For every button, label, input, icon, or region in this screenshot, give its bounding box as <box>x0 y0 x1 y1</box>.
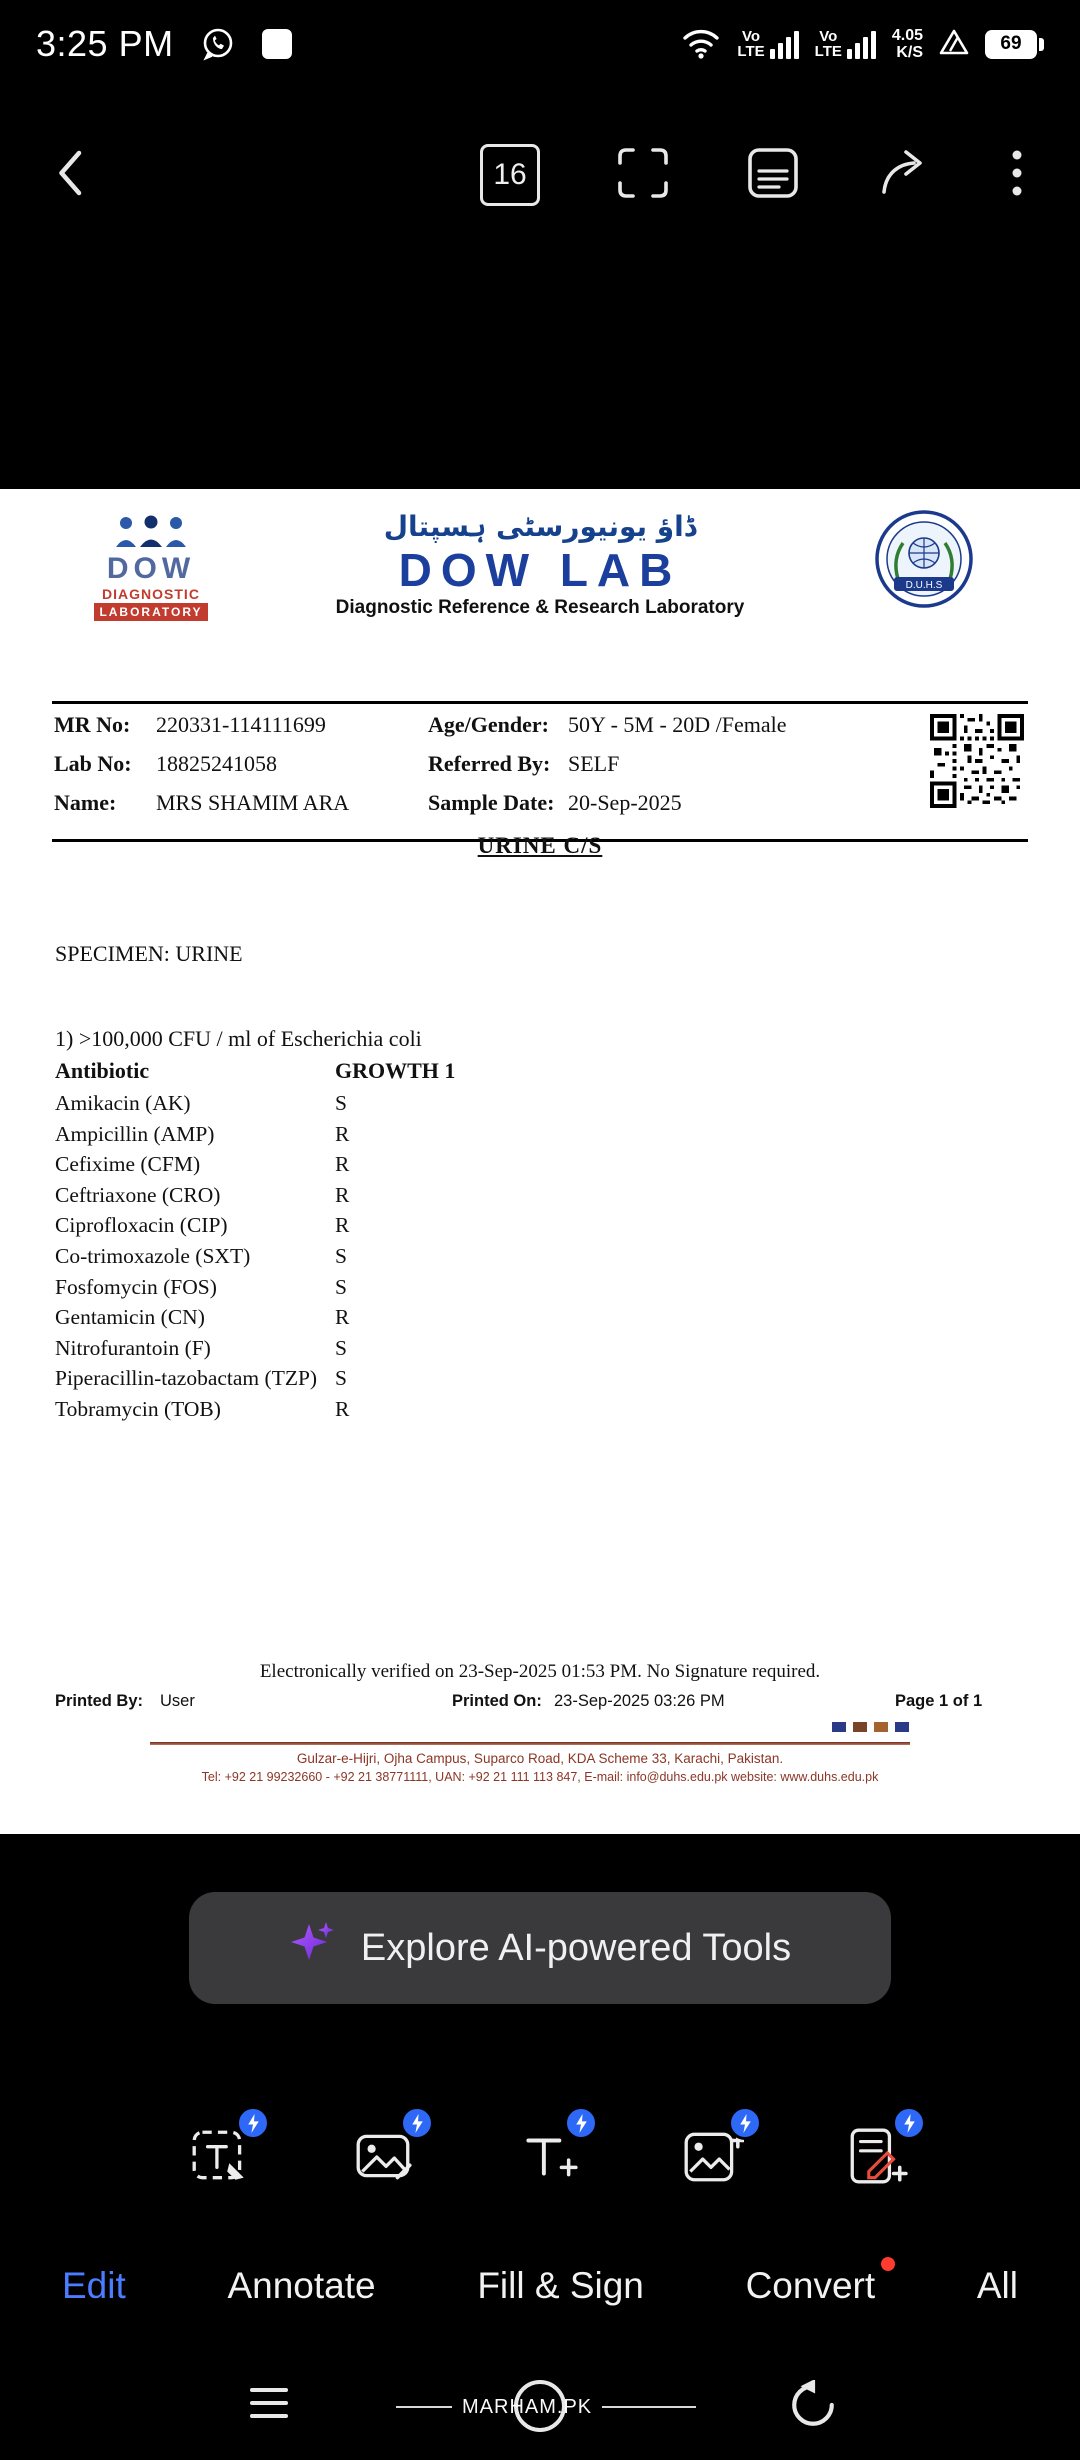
ai-sparkle-icon <box>289 1920 335 1976</box>
tab-edit[interactable]: Edit <box>62 2265 126 2306</box>
mr-no-value: 220331-114111699 <box>156 712 326 737</box>
antibiotic-row <box>55 1305 349 1336</box>
page-info: Page 1 of 1 <box>895 1692 983 1710</box>
battery-level-text: 69 <box>1000 33 1022 54</box>
toolbar-actions <box>480 144 1026 206</box>
antibiotic-name: Tobramycin (TOB) <box>55 1396 221 1421</box>
ai-badge-icon <box>236 2106 270 2140</box>
sensitivity-table-header <box>55 1058 455 1084</box>
watermark-line <box>396 2406 452 2408</box>
verification-note: Electronically verified on 23-Sep-2025 01:53 PM. No Signature required. <box>259 1661 821 1682</box>
footer-address: Gulzar-e-Hijri, Ojha Campus, Suparco Road, KDA Scheme 33, Karachi, Pakistan. <box>296 1751 784 1766</box>
printed-info-row <box>0 1692 1080 1718</box>
patient-info-block <box>52 701 1028 842</box>
antibiotic-name: Ciprofloxacin (CIP) <box>55 1213 228 1238</box>
antibiotic-row <box>55 1091 349 1122</box>
age-gender-label: Age/Gender: <box>428 712 549 737</box>
logo-laboratory-text: LABORATORY <box>94 603 207 621</box>
system-back-button[interactable] <box>788 2380 838 2435</box>
printed-on-value: 23-Sep-2025 03:26 PM <box>554 1692 725 1710</box>
antibiotic-column-header: Antibiotic <box>55 1058 150 1083</box>
data-saver-icon <box>939 27 969 62</box>
network-speed-indicator: 4.05 K/S <box>891 27 923 61</box>
battery-indicator <box>985 30 1044 59</box>
antibiotic-result: R <box>335 1182 350 1207</box>
printed-by-label: Printed By: <box>55 1692 144 1710</box>
antibiotic-result: R <box>335 1213 350 1238</box>
printed-on-label: Printed On: <box>452 1692 542 1710</box>
antibiotic-rows <box>55 1091 349 1428</box>
antibiotic-name: Piperacillin-tazobactam (TZP) <box>55 1366 318 1391</box>
lab-no-label: Lab No: <box>54 751 132 776</box>
referred-by-value: SELF <box>568 751 620 776</box>
status-bar <box>0 0 1080 88</box>
lab-name: DOW LAB <box>398 544 682 596</box>
sample-date-label: Sample Date: <box>428 790 555 815</box>
logo-diagnostic-text: DIAGNOSTIC <box>102 586 200 602</box>
fit-screen-button[interactable] <box>616 146 670 205</box>
sim2-signal-bars <box>847 29 876 59</box>
antibiotic-result: R <box>335 1396 350 1421</box>
lab-subtitle: Diagnostic Reference & Research Laboratory <box>335 597 745 618</box>
back-button[interactable] <box>54 148 84 203</box>
ai-badge-icon <box>564 2106 598 2140</box>
signature-color-marks <box>832 1722 909 1732</box>
antibiotic-name: Fosfomycin (FOS) <box>55 1274 217 1299</box>
add-image-tool-button[interactable] <box>670 2108 754 2204</box>
tab-annotate[interactable]: Annotate <box>227 2265 376 2306</box>
recents-button[interactable] <box>250 2388 288 2418</box>
antibiotic-row <box>55 1244 349 1275</box>
referred-by-label: Referred By: <box>428 751 551 776</box>
patient-row-3 <box>52 790 1028 829</box>
antibiotic-name: Ceftriaxone (CRO) <box>55 1182 221 1207</box>
whatsapp-notification-icon <box>200 26 236 62</box>
document-page <box>0 489 1080 1834</box>
patient-row-1 <box>52 712 1028 751</box>
ai-badge-icon <box>728 2106 762 2140</box>
name-label: Name: <box>54 790 117 815</box>
ocr-text-tool-button[interactable] <box>178 2108 262 2204</box>
antibiotic-result: S <box>335 1366 347 1391</box>
add-text-tool-button[interactable] <box>506 2108 590 2204</box>
culture-result-line: 1) >100,000 CFU / ml of Escherichia coli <box>55 1026 422 1051</box>
logo-people-icon <box>96 515 206 549</box>
antibiotic-name: Co-trimoxazole (SXT) <box>55 1243 251 1268</box>
tab-convert-label: Convert <box>745 2265 876 2306</box>
antibiotic-result: R <box>335 1121 350 1146</box>
sim1-signal-bars <box>770 29 799 59</box>
antibiotic-row <box>55 1183 349 1214</box>
explore-ai-tools-label: Explore AI-powered Tools <box>360 1926 792 1969</box>
antibiotic-result: S <box>335 1335 347 1360</box>
report-title: URINE C/S <box>477 833 603 858</box>
ai-badge-icon <box>400 2106 434 2140</box>
antibiotic-name: Gentamicin (CN) <box>55 1305 205 1330</box>
ai-badge-icon <box>892 2106 926 2140</box>
lab-no-value: 18825241058 <box>156 751 277 776</box>
tab-fill-sign[interactable]: Fill & Sign <box>477 2265 644 2306</box>
growth-column-header: GROWTH 1 <box>335 1058 456 1083</box>
qr-code <box>930 714 1024 808</box>
antibiotic-name: Nitrofurantoin (F) <box>55 1335 211 1360</box>
screen-record-icon <box>262 29 292 59</box>
antibiotic-row <box>55 1122 349 1153</box>
antibiotic-result: S <box>335 1091 347 1115</box>
clock-text: 3:25 PM <box>36 23 174 64</box>
watermark-text: MARHAM.PK <box>462 2395 593 2418</box>
footer-contact: Tel: +92 21 99232660 - +92 21 38771111, UAN: +92 21 111 113 847, E-mail: info@duhs.edu.pk website: www.duhs.edu.pk <box>201 1770 879 1784</box>
specimen-line: SPECIMEN: URINE <box>55 941 243 966</box>
antibiotic-result: S <box>335 1243 347 1268</box>
duhs-seal <box>872 509 976 622</box>
age-gender-value: 50Y - 5M - 20D /Female <box>568 712 787 737</box>
antibiotic-name: Amikacin (AK) <box>55 1091 191 1115</box>
pdf-toolbar <box>0 118 1080 232</box>
ai-tools-row <box>178 2096 918 2216</box>
antibiotic-row <box>55 1275 349 1306</box>
watermark-line <box>602 2406 696 2408</box>
share-button[interactable] <box>876 146 932 205</box>
antibiotic-name: Ampicillin (AMP) <box>55 1121 215 1146</box>
antibiotic-result: R <box>335 1152 350 1177</box>
seal-ribbon-text: D.U.H.S <box>905 580 943 591</box>
footer-rule <box>150 1742 910 1745</box>
name-value: MRS SHAMIM ARA <box>156 790 350 815</box>
reader-mode-button[interactable] <box>746 146 800 205</box>
edit-document-tool-button[interactable] <box>834 2108 918 2204</box>
antibiotic-row <box>55 1366 349 1397</box>
antibiotic-result: S <box>335 1274 347 1299</box>
dow-diagnostic-logo <box>66 515 236 621</box>
lab-header <box>290 509 790 620</box>
wifi-icon <box>681 25 721 64</box>
sim1-volte-indicator: Vo LTE <box>737 29 798 59</box>
antibiotic-name: Cefixime (CFM) <box>55 1152 201 1177</box>
antibiotic-row <box>55 1336 349 1367</box>
overflow-menu-button[interactable] <box>1008 147 1026 204</box>
printed-by-value: User <box>160 1692 195 1710</box>
page-number-button[interactable]: 16 <box>480 144 540 206</box>
antibiotic-row <box>55 1397 349 1428</box>
antibiotic-result: R <box>335 1305 350 1330</box>
tab-all[interactable]: All <box>976 2265 1018 2306</box>
sim2-volte-indicator: Vo LTE <box>815 29 876 59</box>
explore-ai-tools-button[interactable] <box>189 1892 891 2004</box>
notification-dot <box>881 2257 895 2271</box>
tab-convert[interactable] <box>746 2265 876 2307</box>
mr-no-label: MR No: <box>54 712 131 737</box>
bottom-nav <box>0 2248 1080 2324</box>
patient-row-2 <box>52 751 1028 790</box>
antibiotic-row <box>55 1152 349 1183</box>
urdu-title: ڈاؤ یونیورسٹی ہسپتال <box>383 510 697 543</box>
logo-dow-text: DOW <box>106 552 196 585</box>
antibiotic-row <box>55 1213 349 1244</box>
status-indicators <box>681 25 1044 64</box>
watermark <box>396 2392 696 2422</box>
edit-image-tool-button[interactable] <box>342 2108 426 2204</box>
sample-date-value: 20-Sep-2025 <box>568 790 682 815</box>
